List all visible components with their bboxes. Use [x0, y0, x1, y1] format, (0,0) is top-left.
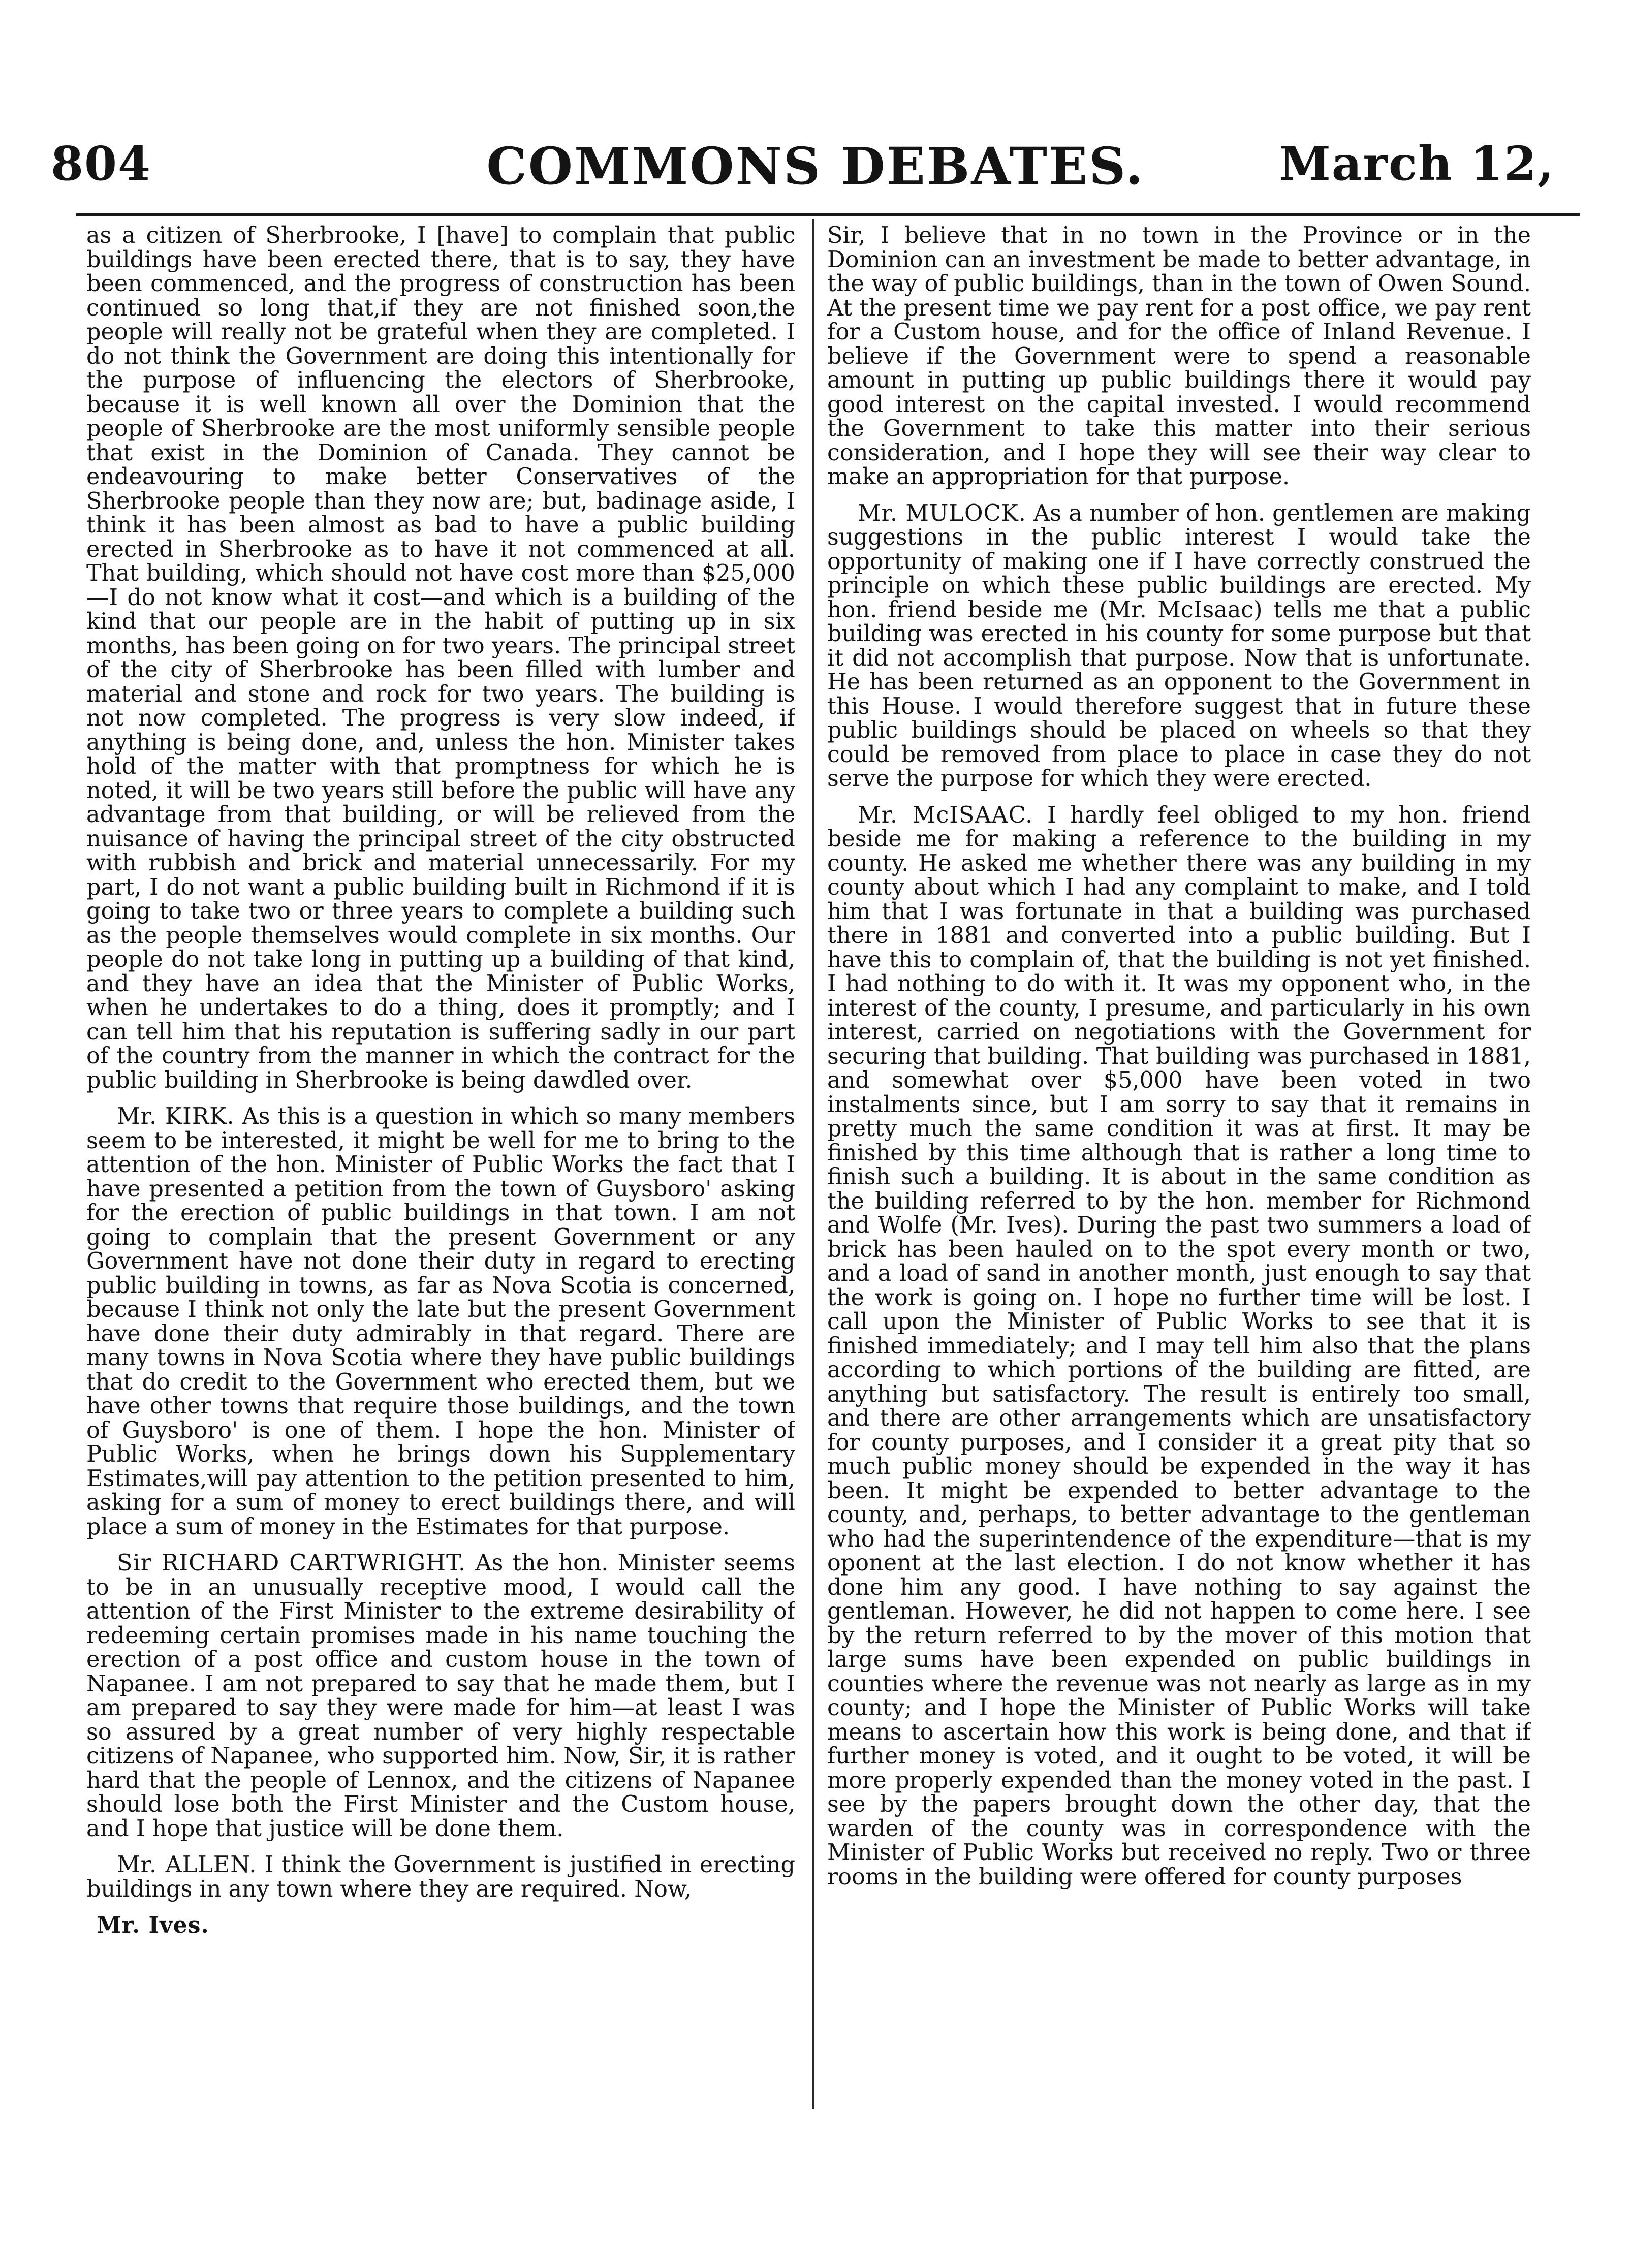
page-number: 804 — [51, 136, 152, 191]
speech-text: I think the Government is justified in erecting buildings in any town where they are required. Now, — [86, 1852, 795, 1902]
speaker-name: Mr. ALLEN. — [117, 1852, 257, 1878]
paragraph-mulock — [827, 501, 1531, 791]
page-header — [0, 136, 1631, 212]
paragraph-mcisaac — [827, 803, 1531, 1889]
speaker-name: Sir RICHARD CARTWRIGHT. — [117, 1550, 466, 1576]
speech-text: As a number of hon. gentlemen are making suggestions in the public interest I would take the opportunity of making one if I have correctly construed the principle on which these public buildings are erected. My hon. friend beside me (Mr. McIsaac) tells me that a public building was erected in his county for some purpose but that it did not accomplish that purpose. Now that is unfortunate. He has been returned as an opponent to the Government in this House. I would therefore suggest that in future these public buildings should be placed on wheels so that they could be removed from place to place in case they do not serve the purpose for which they were erected. — [827, 500, 1531, 792]
paragraph-kirk — [86, 1105, 795, 1539]
publication-title: COMMONS DEBATES. — [486, 136, 1145, 196]
header-rule — [76, 213, 1580, 216]
paragraph-allen — [86, 1853, 795, 1901]
speech-text: As the hon. Minister seems to be in an unusually receptive mood, I would call the attention of the First Minister to the extreme desirability of redeeming certain promises made in his name touching the erection of a post office and custom house in the town of Napanee. I am not prepared to say that he made them, but I am prepared to say they were made for him—at least I was so assured by a great number of very highly respectable citizens of Napanee, who supported him. Now, Sir, it is rather hard that the people of Lennox, and the citizens of Napanee should lose both the First Minister and the Custom house, and I hope that justice will be done them. — [86, 1550, 795, 1842]
column-divider — [812, 219, 814, 2109]
running-footer: Mr. Ives. — [97, 1912, 209, 1938]
left-column — [86, 224, 795, 2124]
page-date: March 12, — [1279, 136, 1555, 191]
speech-text: I hardly feel obliged to my hon. friend beside me for making a reference to the building in my county. He asked me whether there was any building in my county about which I had any complaint to make, and I told him that I was fortunate in that a building was purchased there in 1881 and converted into a public building. But I have this to complain of, that the building is not yet finished. I had nothing to do with it. It was my opponent who, in the interest of the county, I presume, and particularly in his own interest, carried on negotiations with the Government for securing that building. That building was purchased in 1881, and somewhat over $5,000 have been voted in two instalments since, but I am sorry to say that it remains in pretty much the same condition it was at first. It may be finished by this time although that is rather a long time to finish such a building. It is about in the same condition as the building referred to by the hon. member for Richmond and Wolfe (Mr. Ives). During the past two summers a load of brick has been hauled on to the spot every month or two, and a load of sand in another month, just enough to say that the work is going on. I hope no further time will be lost. I call upon the Minister of Public Works to see that it is finished immediately; and I may tell him also that the plans according to which portions of the building are fitted, are anything but satisfactory. The result is entirely too small, and there are other arrangements which are unsatisfactory for county purposes, and I consider it a great pity that so much public money should be expended in the way it has been. It might be expended to better advantage to the county, and, perhaps, to better advantage to the gentleman who had the superintendence of the expenditure—that is my oponent at the last election. I do not know whether it has done him any good. I have nothing to say against the gentleman. However, he did not happen to come here. I see by the return referred to by the mover of this motion that large sums have been expended on public buildings in counties where the revenue was not nearly as large as in my county; and I hope the Minister of Public Works will take means to ascertain how this work is being done, and that if further money is voted, and it ought to be voted, it will be more properly expended than the money voted in the past. I see by the papers brought down the other day, that the warden of the county was in correspondence with the Minister of Public Works but received no reply. Two or three rooms in the building were offered for county purposes — [827, 802, 1531, 1890]
paragraph-continuation: Sir, I believe that in no town in the Province or in the Dominion can an investment be made to better advantage, in the way of public buildings, than in the town of Owen Sound. At the present time we pay rent for a post office, we pay rent for a Custom house, and for the office of Inland Revenue. I believe if the Government were to spend a reasonable amount in putting up public buildings there it would pay good interest on the capital invested. I would recommend the Government to take this matter into their serious consideration, and I hope they will see their way clear to make an appropriation for that purpose. — [827, 224, 1531, 490]
paragraph-continuation: as a citizen of Sherbrooke, I [have] to complain that public buildings have been erected there, that is to say, they have been commenced, and the progress of construction has been continued so long that,if they are not finished soon,the people will really not be grateful when they are completed. I do not think the Government are doing this intentionally for the purpose of influencing the electors of Sherbrooke, because it is well known all over the Dominion that the people of Sherbrooke are the most uniformly sensible people that exist in the Dominion of Canada. They cannot be endeavouring to make better Conservatives of the Sherbrooke people than they now are; but, badinage aside, I think it has been almost as bad to have a public building erected in Sherbrooke as to have it not commenced at all. That building, which should not have cost more than $25,000—I do not know what it cost—and which is a building of the kind that our people are in the habit of putting up in six months, has been going on for two years. The principal street of the city of Sherbrooke has been filled with lumber and material and stone and rock for two years. The building is not now completed. The progress is very slow indeed, if anything is being done, and, unless the hon. Minister takes hold of the matter with that promptness for which he is noted, it will be two years still before the public will have any advantage from that building, or will be relieved from the nuisance of having the principal street of the city obstructed with rubbish and brick and material unnecessarily. For my part, I do not want a public building built in Richmond if it is going to take two or three years to complete a building such as the people themselves would complete in six months. Our people do not take long in putting up a building of that kind, and they have an idea that the Minister of Public Works, when he undertakes to do a thing, does it promptly; and I can tell him that his reputation is suffering sadly in our part of the country from the manner in which the contract for the public building in Sherbrooke is being dawdled over. — [86, 224, 795, 1093]
speaker-name: Mr. MULOCK. — [858, 500, 1026, 526]
paragraph-cartwright — [86, 1551, 795, 1841]
speaker-name: Mr. KIRK. — [117, 1104, 235, 1129]
speaker-name: Mr. McISAAC. — [858, 802, 1033, 828]
right-column — [827, 224, 1531, 2124]
speech-text: As this is a question in which so many members seem to be interested, it might be well for me to bring to the attention of the hon. Minister of Public Works the fact that I have presented a petition from the town of Guysboro' asking for the erection of public buildings in that town. I am not going to complain that the present Government or any Government have not done their duty in regard to erecting public building in towns, as far as Nova Scotia is concerned, because I think not only the late but the present Government have done their duty admirably in that regard. There are many towns in Nova Scotia where they have public buildings that do credit to the Government who erected them, but we have other towns that require those buildings, and the town of Guysboro' is one of them. I hope the hon. Minister of Public Works, when he brings down his Supplementary Estimates,will pay attention to the petition presented to him, asking for a sum of money to erect buildings there, and will place a sum of money in the Estimates for that purpose. — [86, 1104, 795, 1540]
